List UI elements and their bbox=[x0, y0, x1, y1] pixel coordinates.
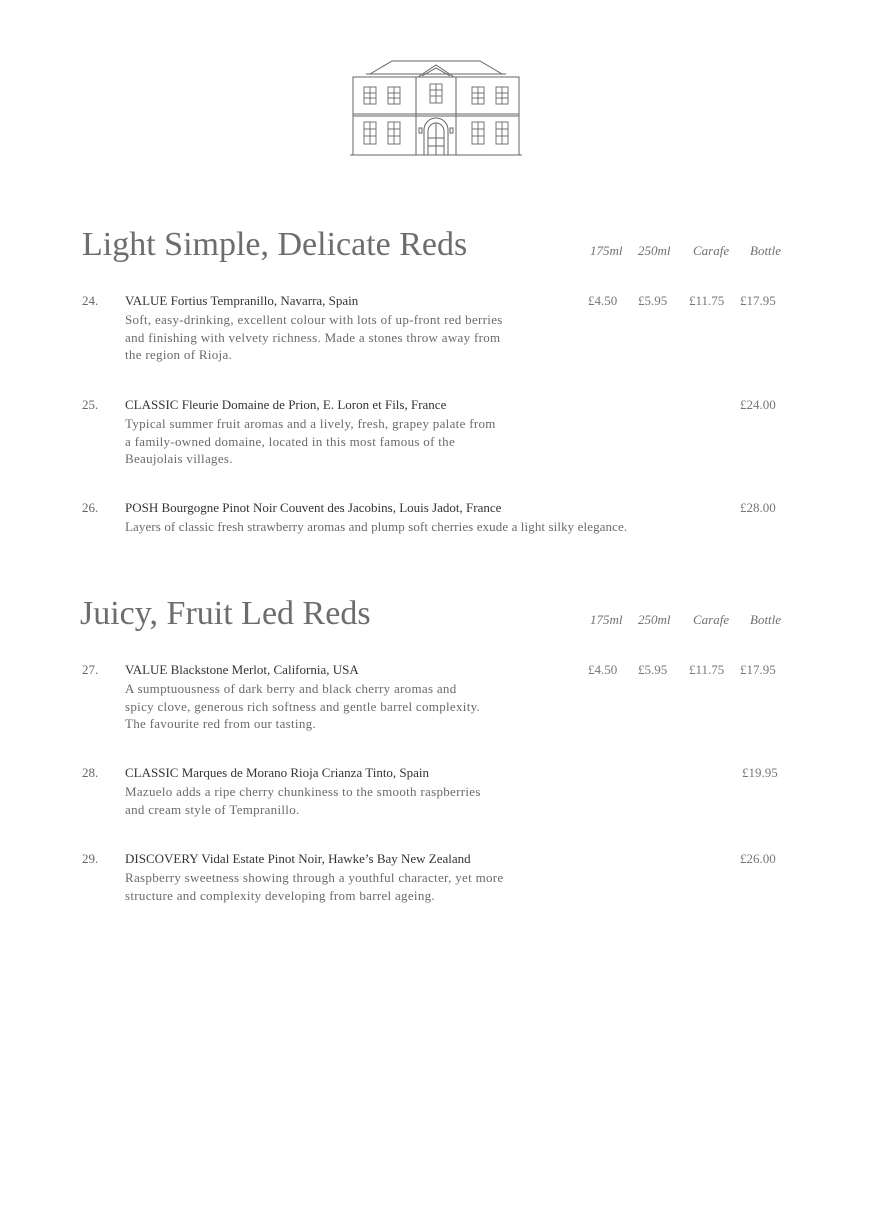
price-bottle: £28.00 bbox=[740, 500, 776, 515]
price-bottle: £26.00 bbox=[740, 851, 776, 866]
wine-name: CLASSIC Fleurie Domaine de Prion, E. Loron et Fils, France bbox=[125, 397, 447, 412]
column-header-carafe: Carafe bbox=[693, 612, 730, 627]
wine-number: 29. bbox=[82, 851, 99, 866]
price-bottle: £24.00 bbox=[740, 397, 776, 412]
price-carafe: £11.75 bbox=[689, 293, 725, 308]
wine-description: Mazuelo adds a ripe cherry chunkiness to the smooth raspberries and cream style of Tempranillo. bbox=[125, 784, 481, 817]
section-title: Light Simple, Delicate Reds bbox=[82, 226, 468, 263]
wine-name: POSH Bourgogne Pinot Noir Couvent des Jacobins, Louis Jadot, France bbox=[125, 500, 502, 515]
column-header-bottle: Bottle bbox=[750, 243, 782, 258]
wine-number: 28. bbox=[82, 765, 99, 780]
price-175ml: £4.50 bbox=[588, 662, 618, 677]
wine-name: DISCOVERY Vidal Estate Pinot Noir, Hawke’s Bay New Zealand bbox=[125, 851, 471, 866]
column-header-bottle: Bottle bbox=[750, 612, 782, 627]
column-header-175ml: 175ml bbox=[590, 612, 623, 627]
column-header-250ml: 250ml bbox=[638, 243, 671, 258]
wine-name: CLASSIC Marques de Morano Rioja Crianza Tinto, Spain bbox=[125, 765, 430, 780]
wine-description: Raspberry sweetness showing through a youthful character, yet more structure and complexity developing from barrel ageing. bbox=[125, 870, 504, 903]
wine-description: Soft, easy-drinking, excellent colour with lots of up-front red berries and finishing with velvety richness. Made a stones throw away from the region of Rioja. bbox=[125, 312, 503, 362]
wine-description: Layers of classic fresh strawberry aromas and plump soft cherries exude a light silky elegance. bbox=[125, 519, 628, 534]
wine-number: 25. bbox=[82, 397, 99, 412]
wine-name: VALUE Blackstone Merlot, California, USA bbox=[125, 662, 359, 677]
column-header-175ml: 175ml bbox=[590, 243, 623, 258]
price-250ml: £5.95 bbox=[638, 293, 668, 308]
wine-number: 24. bbox=[82, 293, 99, 308]
price-bottle: £17.95 bbox=[740, 293, 776, 308]
price-250ml: £5.95 bbox=[638, 662, 668, 677]
wine-number: 27. bbox=[82, 662, 99, 677]
column-header-carafe: Carafe bbox=[693, 243, 730, 258]
price-bottle: £19.95 bbox=[742, 765, 778, 780]
price-bottle: £17.95 bbox=[740, 662, 776, 677]
house-logo-icon bbox=[348, 58, 524, 160]
price-175ml: £4.50 bbox=[588, 293, 618, 308]
wine-description: Typical summer fruit aromas and a lively, fresh, grapey palate from a family-owned domaine, located in this most famous of the Beaujolais villages. bbox=[125, 416, 496, 466]
wine-description: A sumptuousness of dark berry and black cherry aromas and spicy clove, generous rich softness and gentle barrel complexity. The favourite red from our tasting. bbox=[125, 681, 481, 731]
section-title: Juicy, Fruit Led Reds bbox=[80, 595, 371, 632]
wine-name: VALUE Fortius Tempranillo, Navarra, Spain bbox=[125, 293, 359, 308]
wine-number: 26. bbox=[82, 500, 99, 515]
column-header-250ml: 250ml bbox=[638, 612, 671, 627]
price-carafe: £11.75 bbox=[689, 662, 725, 677]
